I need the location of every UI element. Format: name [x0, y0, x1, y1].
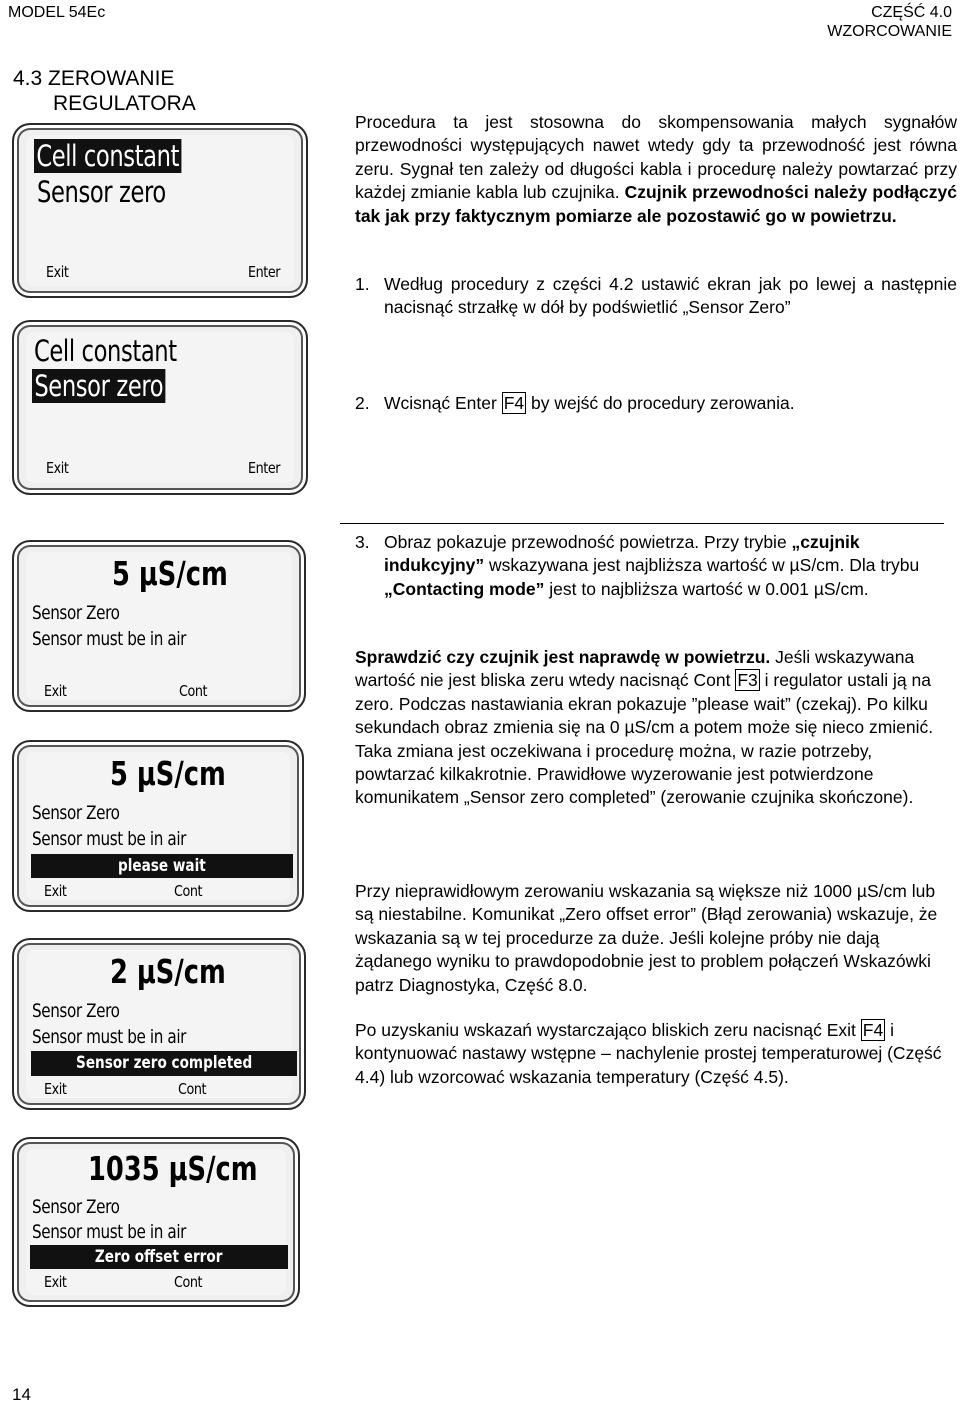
lcd-status-bar	[31, 854, 293, 878]
step-2-text	[384, 392, 957, 415]
lcd-exit-key: Exit	[46, 263, 69, 281]
lcd-status-bar	[31, 1051, 297, 1076]
lcd-conductivity-reading: 2 µS/cm	[110, 952, 226, 991]
step-3	[355, 531, 945, 601]
step-1	[355, 273, 957, 320]
intro-bold-text: Czujnik przewodności należy podłączyć tak jak przy faktycznym pomiarze ale pozostawić go w powietrzu.	[355, 182, 957, 226]
step-3-text-e: jest to najbliższa wartość w 0.001 µS/cm.	[544, 578, 869, 599]
lcd-screen-zero-completed	[12, 938, 306, 1110]
lcd-conductivity-reading: 1035 µS/cm	[88, 1149, 258, 1188]
lcd-exit-key: Exit	[44, 1080, 67, 1098]
step-3-inductive-mode: „czujnik indukcyjny”	[384, 532, 860, 576]
intro-text: Procedura ta jest stosowna do skompensowania małych sygnałów przewodności występujących nawet wtedy gdy ta przewodność jest równa zeru. Sygnał ten zależy od długości kabla i procedurę należy powtarzać przy każdej zmianie kabla lub czujnika.	[355, 112, 957, 203]
continue-text-a: Po uzyskaniu wskazań wystarczająco bliskich zeru nacisnąć Exit	[355, 1020, 861, 1040]
lcd-status-zero-error: Zero offset error	[95, 1247, 223, 1267]
zero-error-paragraph: Przy nieprawidłowym zerowaniu wskazania są większe niż 1000 µS/cm lub są niestabilne. Komunikat „Zero offset error” (Błąd zerowania) wskazuje, że wskazania są w tej procedurze za duże. Jeśli kolejne próby nie dają żądanego wyniku to prawdopodobnie jest to problem połączeń Wskazówki patrz Diagnostyka, Część 8.0.	[355, 881, 938, 995]
lcd-exit-key: Exit	[44, 1273, 67, 1291]
step-2-text-a: Wcisnąć Enter	[384, 393, 502, 413]
continue-paragraph	[355, 1019, 945, 1089]
lcd-sensor-zero-label: Sensor Zero	[32, 1196, 120, 1218]
lcd-screen-please-wait	[12, 740, 304, 912]
check-sensor-paragraph	[355, 646, 945, 810]
lcd-sensor-zero-label: Sensor Zero	[32, 602, 120, 624]
lcd-conductivity-reading: 5 µS/cm	[112, 554, 228, 593]
intro-paragraph	[355, 111, 957, 228]
step-2-number: 2.	[355, 393, 370, 413]
lcd-sensor-in-air-label: Sensor must be in air	[32, 1026, 186, 1048]
step-2-text-b: by wejść do procedury zerowania.	[526, 393, 795, 413]
lcd-status-zero-completed: Sensor zero completed	[75, 1053, 253, 1073]
lcd-menu-sensor-zero: Sensor zero	[37, 175, 166, 209]
lcd-cont-key: Cont	[179, 682, 208, 700]
lcd-sensor-in-air-label: Sensor must be in air	[32, 828, 186, 850]
lcd-sensor-zero-label: Sensor Zero	[32, 802, 120, 824]
lcd-exit-key: Exit	[46, 459, 69, 477]
lcd-screen-zero-reading	[12, 540, 306, 712]
f4-key-label: F4	[862, 1020, 884, 1040]
lcd-status-bar	[30, 1245, 288, 1269]
page-number: 14	[12, 1385, 31, 1404]
header-part: CZĘŚĆ 4.0	[871, 4, 952, 21]
f4-key-label: F4	[503, 393, 525, 413]
lcd-menu-sensor-zero-highlighted: Sensor zero	[32, 369, 166, 403]
continue-text-b: i kontynuować nastawy wstępne – nachylenie prostej temperaturowej (Część 4.4) lub wzorcować wskazania temperatury (Część 4.5).	[355, 1020, 942, 1087]
lcd-exit-key: Exit	[44, 682, 67, 700]
lcd-cont-key: Cont	[174, 882, 203, 900]
header-section	[827, 3, 952, 41]
check-sensor-text-b: i regulator ustali ją na zero. Podczas nastawiania ekran pokazuje ”please wait” (czekaj). Po kilku sekundach obraz zmienia się na 0 µS/cm a potem może się nieco zmienić. Taka zmiana jest oczekiwana i procedurę można, w razie potrzeby, powtarzać kilkakrotnie. Prawidłowe wyzerowanie jest potwierdzone komunikatem „Sensor zero completed” (zerowanie czujnika skończone).	[355, 670, 934, 808]
lcd-sensor-in-air-label: Sensor must be in air	[32, 1221, 186, 1243]
lcd-screen-zero-error	[12, 1137, 300, 1307]
lcd-enter-key: Enter	[248, 263, 281, 281]
step-1-text: Według procedury z części 4.2 ustawić ekran jak po lewej a następnie nacisnąć strzałkę w dół by podświetlić „Sensor Zero”	[384, 274, 957, 318]
section-title-line1: 4.3 ZEROWANIE	[13, 67, 175, 90]
step-3-contacting-mode: „Contacting mode”	[384, 578, 545, 599]
step-3-number: 3.	[355, 532, 370, 552]
lcd-screen-menu-1	[12, 123, 308, 298]
step-3-text	[384, 531, 945, 601]
f3-key-label: F3	[737, 670, 758, 691]
lcd-cont-key: Cont	[178, 1080, 207, 1098]
step-1-number: 1.	[355, 274, 370, 294]
header-model: MODEL 54Ec	[8, 4, 106, 21]
lcd-exit-key: Exit	[44, 882, 67, 900]
lcd-status-please-wait: please wait	[118, 856, 206, 876]
check-sensor-text-a: Jeśli wskazywana wartość nie jest bliska zeru wtedy nacisnąć Cont	[355, 647, 915, 691]
step-3-text-c: wskazywana jest najbliższa wartość w µS/cm. Dla trybu	[484, 555, 920, 576]
header-chapter: WZORCOWANIE	[827, 23, 952, 40]
lcd-sensor-zero-label: Sensor Zero	[32, 1000, 120, 1022]
lcd-screen-menu-2	[12, 320, 308, 495]
lcd-menu-cell-constant: Cell constant	[34, 139, 181, 173]
lcd-sensor-in-air-label: Sensor must be in air	[32, 628, 186, 650]
check-sensor-bold: Sprawdzić czy czujnik jest naprawdę w powietrzu.	[355, 647, 771, 667]
section-divider	[340, 523, 944, 524]
section-title-line2: REGULATORA	[53, 92, 196, 115]
step-2	[355, 392, 957, 415]
lcd-menu-cell-constant: Cell constant	[34, 334, 177, 368]
lcd-enter-key: Enter	[248, 459, 281, 477]
lcd-cont-key: Cont	[174, 1273, 203, 1291]
step-3-text-a: Obraz pokazuje przewodność powietrza. Przy trybie	[384, 532, 792, 552]
lcd-conductivity-reading: 5 µS/cm	[110, 754, 226, 793]
section-title	[13, 66, 196, 116]
